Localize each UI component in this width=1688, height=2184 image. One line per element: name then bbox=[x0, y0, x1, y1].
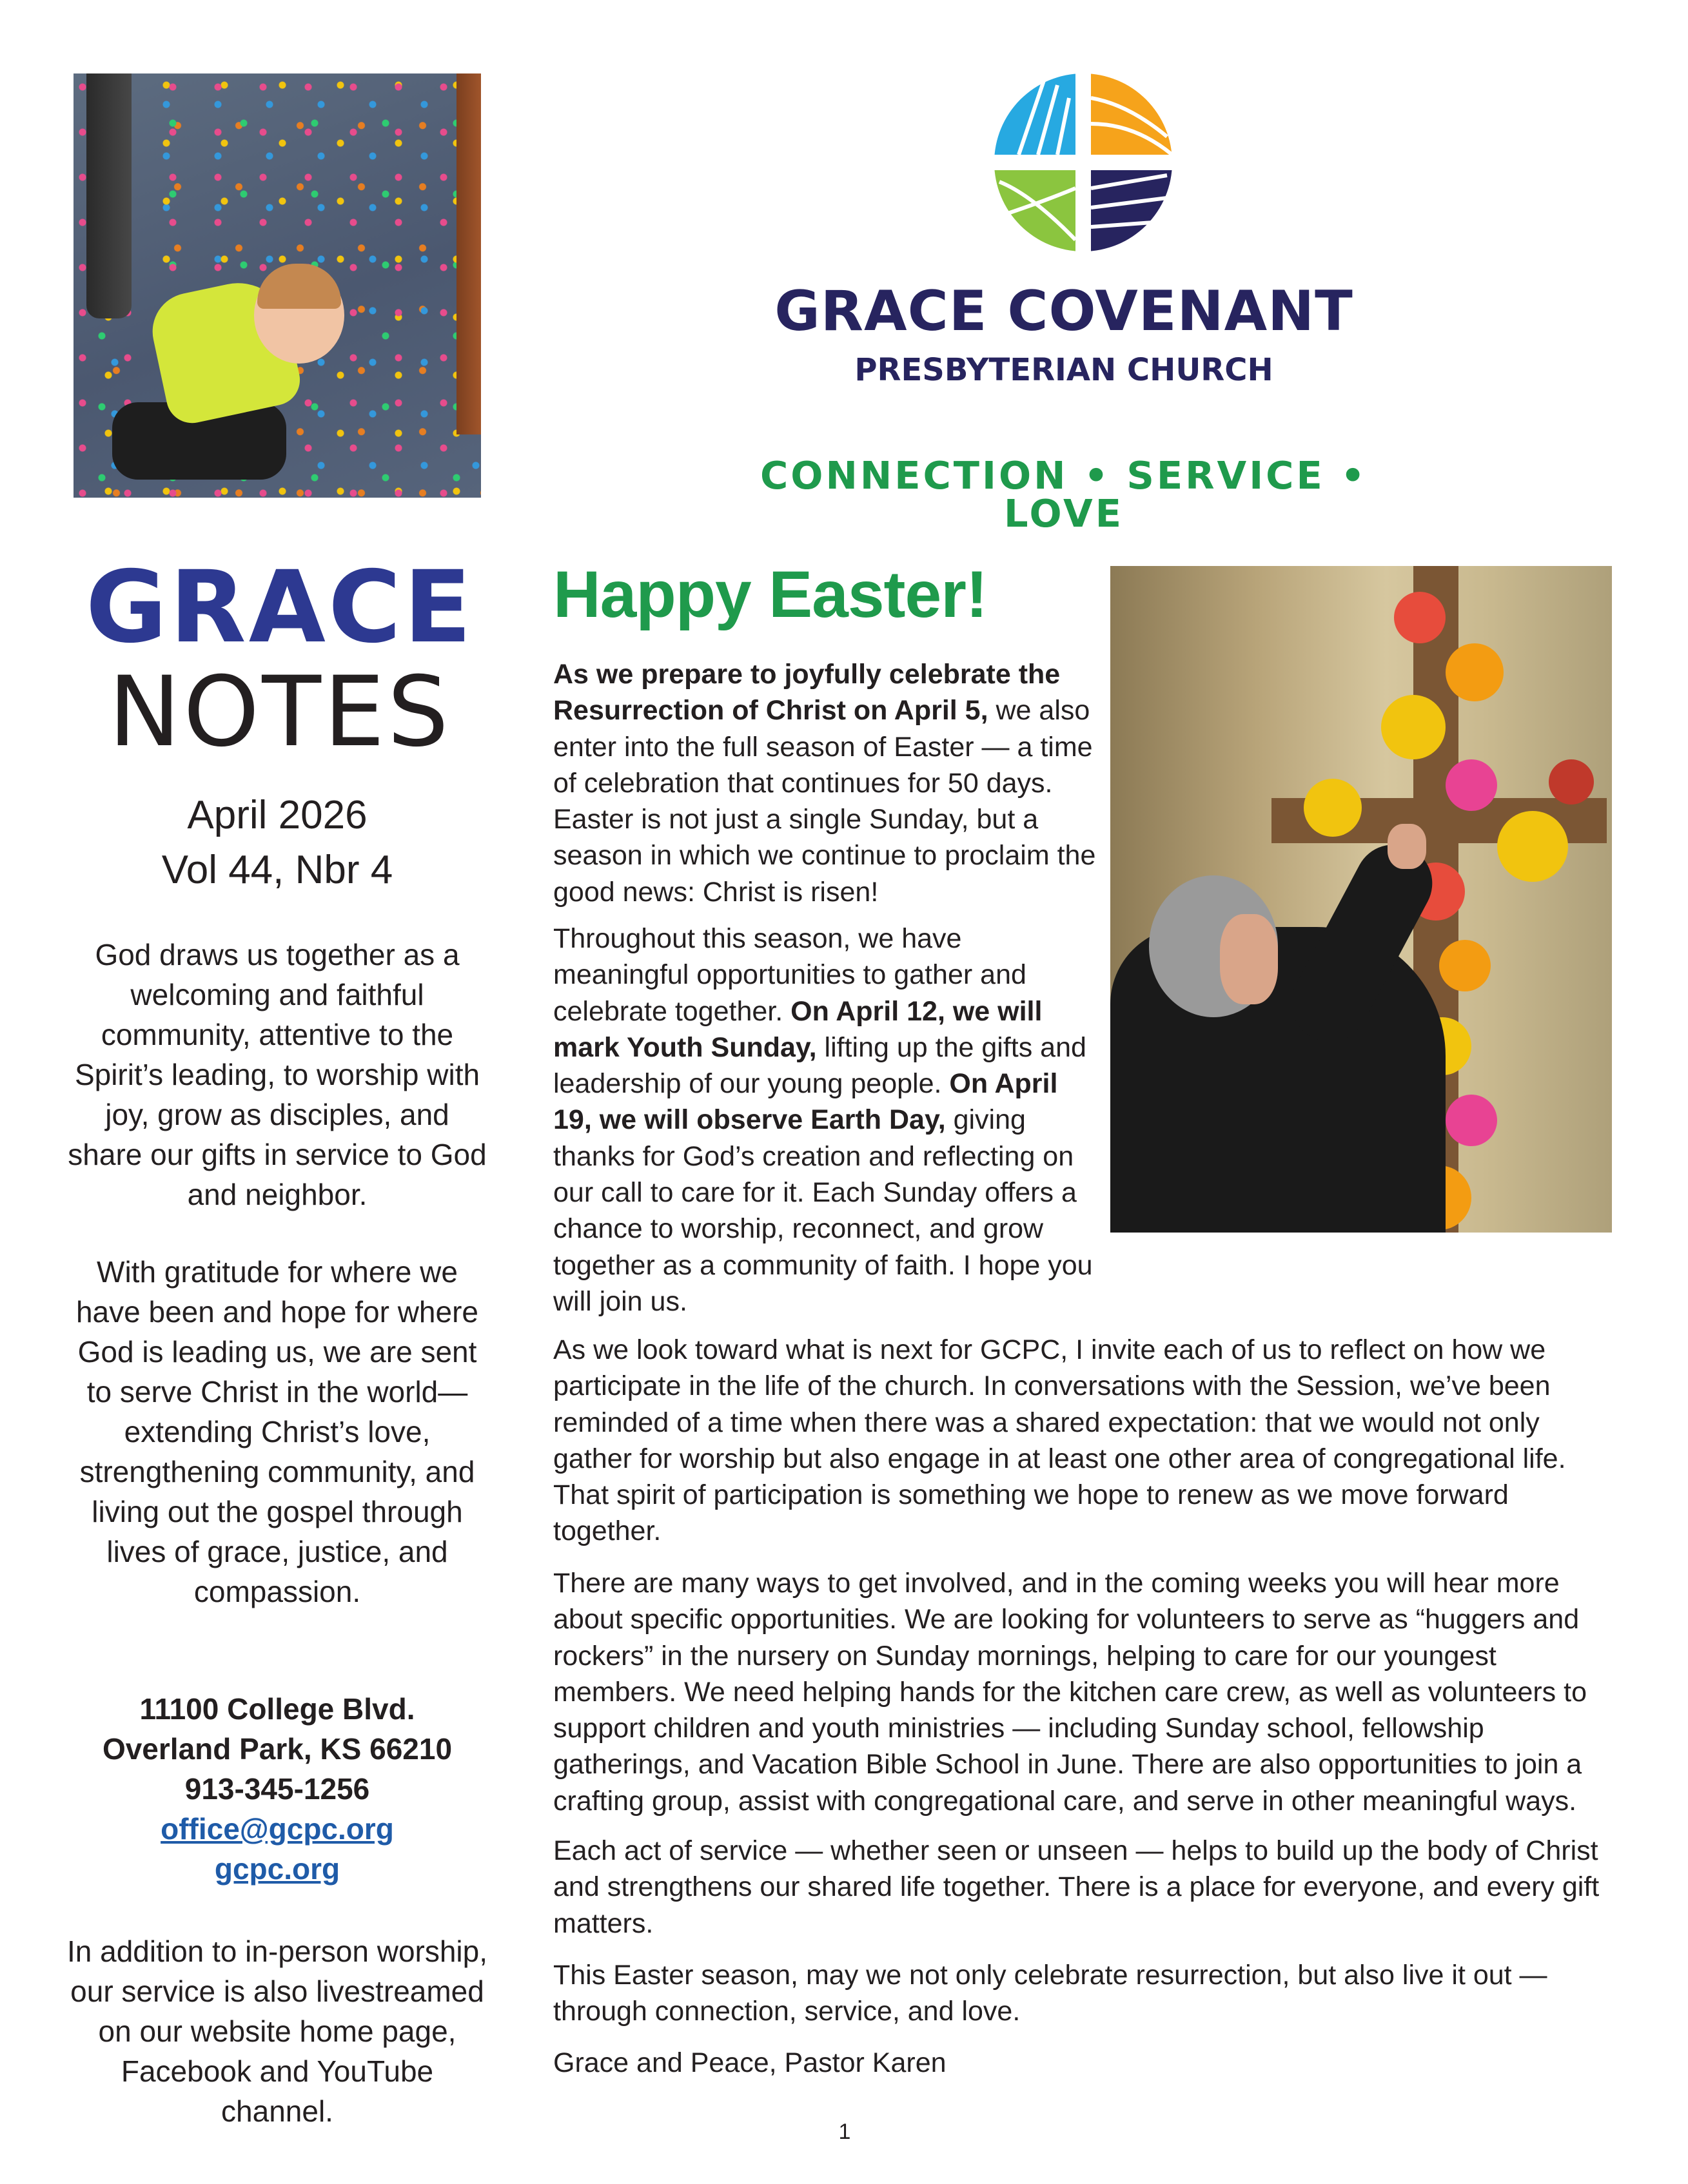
article-paragraph-5: Each act of service — whether seen or unseen — helps to build up the body of Christ and strengthens our shared life together. There is a place for everyone, and every gift matters. bbox=[553, 1835, 1600, 1939]
flower-shape bbox=[1439, 940, 1491, 991]
p1-bold: As we prepare to joyfully celebrate the Resurrection of Christ on April 5, bbox=[553, 659, 1061, 726]
masthead-title-grace: GRACE bbox=[85, 550, 475, 665]
article-signoff: Grace and Peace, Pastor Karen bbox=[553, 2047, 947, 2078]
article-paragraph-4: There are many ways to get involved, and in the coming weeks you will hear more about specific opportunities. We are looking for volunteers to serve as “huggers and rockers” in the nursery on Sunday mornings, helping to care for our youngest members. We need helping hands for the kitchen care crew, as well as volunteers to support children and youth ministries — including Sunday school, fellowship gatherings, and Vacation Bible School in June. There are also opportunities to join a crafting group, assist with congregational care, and serve in other meaningful ways. bbox=[553, 1568, 1587, 1817]
confetti-child-photo bbox=[74, 73, 481, 498]
church-subtitle: PRESBYTERIAN CHURCH bbox=[854, 352, 1273, 388]
p1-rest: we also enter into the full season of Easter — a time of celebration that continues for 50 days. Easter is not just a single Sunday, but a season in which we continue to proclaim the good news: Christ is risen! bbox=[553, 695, 1096, 908]
email-link[interactable]: office@gcpc.org bbox=[161, 1812, 394, 1846]
issue-volume: Vol 44, Nbr 4 bbox=[161, 848, 393, 892]
church-tagline: CONNECTION • SERVICE • LOVE bbox=[760, 453, 1368, 536]
article-paragraph-3: As we look toward what is next for GCPC, I invite each of us to reflect on how we participate in the life of the church. In conversations with the Session, we’ve been reminded of a time when there was a shared expectation: that we would not only gather for worship but also engage in at least one other area of congregational life. That spirit of participation is something we hope to renew as we move forward together. bbox=[553, 1334, 1566, 1547]
address-line-2: Overland Park, KS 66210 bbox=[102, 1732, 453, 1766]
pastor-hand-shape bbox=[1388, 824, 1426, 869]
article-paragraph-1 bbox=[553, 656, 1098, 910]
church-logo-icon bbox=[993, 72, 1173, 253]
issue-date: April 2026 bbox=[187, 793, 368, 837]
flower-shape bbox=[1446, 1095, 1497, 1146]
adult-legs-shape bbox=[86, 73, 132, 318]
p2-e: giving thanks for God’s creation and reflecting on our call to care for it. Each Sunday offers a chance to worship, reconnect, and grow together as a community of faith. I hope you will join us. bbox=[553, 1104, 1093, 1317]
flower-shape bbox=[1549, 759, 1594, 804]
flower-shape bbox=[1381, 695, 1446, 759]
flower-shape bbox=[1394, 592, 1446, 643]
article-paragraph-6: This Easter season, may we not only celebrate resurrection, but also live it out — through connection, service, and love. bbox=[553, 1960, 1547, 2027]
address-line-1: 11100 College Blvd. bbox=[139, 1692, 415, 1726]
article-headline: Happy Easter! bbox=[553, 558, 987, 631]
page-number: 1 bbox=[838, 2120, 851, 2144]
flower-shape bbox=[1304, 779, 1362, 837]
flower-shape bbox=[1497, 811, 1568, 882]
article-paragraph-2 bbox=[553, 921, 1098, 1320]
pew-shape bbox=[456, 73, 481, 434]
livestream-note: In addition to in-person worship, our service is also livestreamed on our website home page, Facebook and YouTube channel. bbox=[66, 1935, 488, 2128]
p2-youth-sunday: On April 12, we will mark Youth Sunday, bbox=[553, 995, 1043, 1063]
flowered-cross-photo bbox=[1110, 566, 1612, 1233]
gratitude-statement: With gratitude for where we have been and hope for where God is leading us, we are sent to serve Christ in the world—extending Christ’s love, strengthening community, and living out the gospel through lives of grace, justice, and compassion. bbox=[75, 1255, 479, 1608]
flower-shape bbox=[1446, 643, 1504, 701]
p2-c: lifting up the gifts and leadership of our young people. bbox=[553, 1031, 1086, 1100]
pastor-face-shape bbox=[1220, 914, 1278, 1004]
p2-a: Throughout this season, we have meaningful opportunities to gather and celebrate together. bbox=[553, 923, 1026, 1027]
flower-shape bbox=[1446, 759, 1497, 811]
website-link[interactable]: gcpc.org bbox=[214, 1852, 340, 1886]
contact-block bbox=[64, 1689, 490, 1889]
child-hair-shape bbox=[257, 264, 341, 309]
masthead-title-notes: NOTES bbox=[108, 656, 451, 768]
church-name: GRACE COVENANT bbox=[774, 279, 1353, 344]
phone-number: 913-345-1256 bbox=[184, 1772, 370, 1806]
mission-statement: God draws us together as a welcoming and faithful community, attentive to the Spirit’s leading, to worship with joy, grow as disciples, and share our gifts in service to God and neighbor. bbox=[68, 938, 487, 1211]
p2-earth-day: On April 19, we will observe Earth Day, bbox=[553, 1068, 1058, 1136]
